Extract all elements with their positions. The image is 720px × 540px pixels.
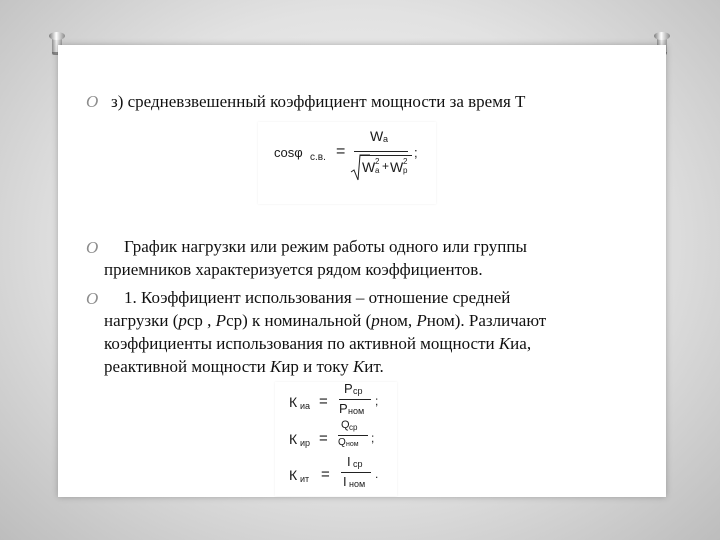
formula-kit-eq: =: [321, 466, 330, 483]
formula-kia-den: Р: [339, 401, 348, 416]
formula-cos-lhs: cosφ: [274, 145, 303, 160]
formula-cos-phi: [258, 122, 436, 204]
formula-kit-end: .: [375, 467, 379, 481]
formula-cos-eq: =: [336, 143, 346, 160]
bullet-marker: O: [86, 238, 99, 257]
bullet-text-usage-coefficient-line2: нагрузки (рср , Рср) к номинальной (рном, Рном). Различают: [104, 311, 547, 330]
bullet-text-usage-coefficient-line1: 1. Коэффициент использования – отношение средней: [124, 288, 511, 307]
formula-kir-end: ;: [371, 431, 375, 445]
fraction-bar: [339, 399, 371, 400]
formula-kia-end: ;: [375, 394, 379, 408]
formula-kia-den-sub: ном: [348, 406, 365, 416]
formula-kir-num-sub: ср: [349, 423, 358, 432]
formula-cos-sub: с.в.: [310, 152, 326, 163]
formula-kir-lhs: К: [289, 431, 298, 447]
formula-cos-den-w1-sub: a: [375, 166, 380, 175]
bullet-text-load-graph-line2: приемников характеризуется рядом коэффициентов.: [104, 260, 483, 279]
bullet-text-usage-coefficient-line4: реактивной мощности Кир и току Кит.: [104, 357, 384, 376]
formula-cos-semicolon: ;: [414, 145, 418, 160]
formula-kir-sub: ир: [300, 438, 311, 448]
formula-kit-lhs: К: [289, 467, 298, 483]
formula-kia-eq: =: [319, 393, 328, 410]
formula-cos-den-w2-sub: p: [403, 166, 408, 175]
formula-kir-eq: =: [319, 430, 328, 447]
bullet-text-usage-coefficient-line3: коэффициенты использования по активной мощности Киа,: [104, 334, 532, 353]
formula-usage-coefficients: [275, 382, 397, 496]
formula-kit-num: I: [347, 454, 351, 469]
formula-kir-den-sub: ном: [346, 441, 359, 448]
formula-kit-num-sub: ср: [353, 459, 363, 469]
bullet-text-load-graph-line1: График нагрузки или режим работы одного или группы: [124, 237, 527, 256]
bullet-marker: O: [86, 289, 99, 308]
formula-kia-num: Р: [344, 381, 353, 396]
formula-cos-den-w2-sup: 2: [403, 157, 408, 166]
formula-cos-num: W: [370, 128, 384, 144]
bullet-marker: O: [86, 92, 99, 111]
formula-kir-den: Q: [338, 437, 346, 448]
bullet-text-weighted-power-factor: з) средневзвешенный коэффициент мощности за время Т: [111, 92, 526, 111]
formula-kia-num-sub: ср: [353, 386, 363, 396]
formula-kit-den: I: [343, 474, 347, 489]
formula-kit-sub: ит: [300, 474, 310, 484]
formula-cos-den-w1-sup: 2: [375, 157, 380, 166]
radical-bar: [360, 155, 412, 156]
formula-cos-den-w1: W: [362, 159, 376, 175]
formula-kia-sub: иа: [300, 401, 311, 411]
formula-cos-den-plus: +: [382, 159, 390, 173]
formula-cos-den-w2: W: [390, 159, 404, 175]
formula-kia-lhs: К: [289, 394, 298, 410]
fraction-bar: [341, 472, 371, 473]
formula-cos-num-sub: a: [383, 134, 389, 144]
formula-kit-den-sub: ном: [349, 479, 366, 489]
formula-kir-num: Q: [341, 419, 350, 431]
fraction-bar: [338, 435, 368, 436]
